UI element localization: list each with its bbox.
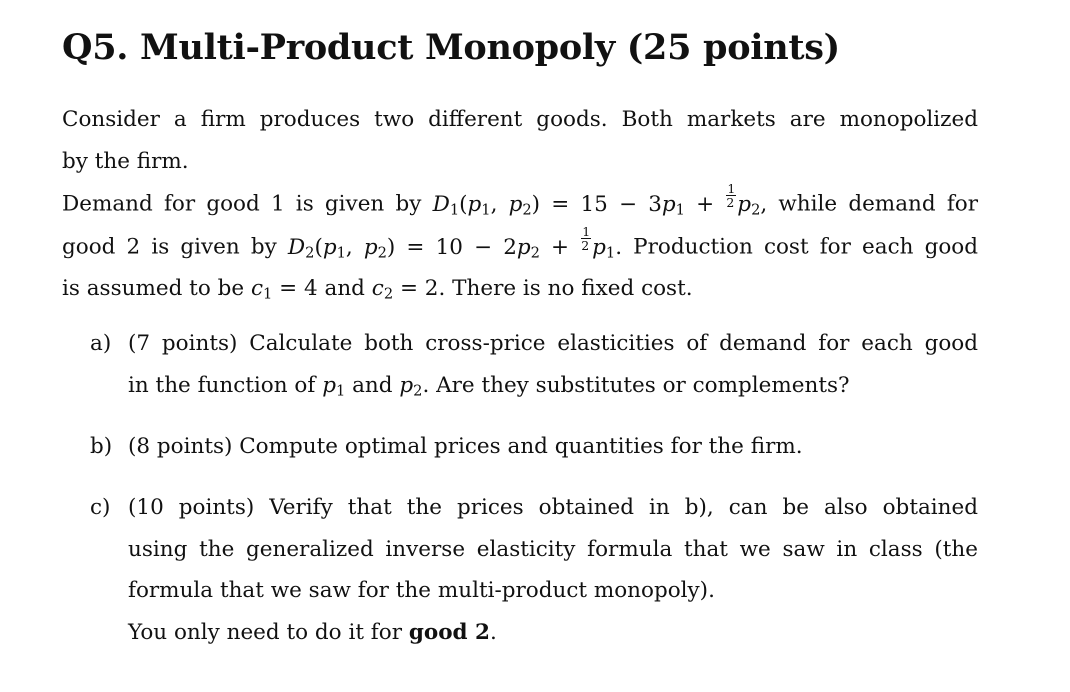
sub-question-c: c) (10 points) Verify that the prices obtained in b), can be also obtained using the generalized inverse elasticity formula that we saw in class (the formula that we saw for the multi-product monopoly). You only need to do it for good 2. (90, 487, 978, 653)
cost1-formula: $c_1 = 4$ (250, 276, 318, 303)
demand2-formula: $D_2(p_1$, $p_2) = 10 - 2p_2$ + $\frac{1}{2}$ $p_1$. (287, 224, 623, 262)
sub-question-label: a) (90, 331, 112, 356)
question-title: Q5. Multi-Product Monopoly (25 points) (62, 27, 840, 68)
sub-question-label: b) (90, 434, 113, 459)
cost2-formula: $c_2 = 2$. (371, 276, 446, 303)
demand1-mid: while demand for (778, 191, 978, 217)
emphasis-good-2: good 2 (408, 619, 491, 645)
demand1-prefix: Demand for good 1 is given by (62, 191, 422, 217)
intro-line-2: by the firm. (62, 148, 189, 174)
cost-line: is assumed to be $c_1 = 4$ and $c_2 = 2$. There is no fixed cost. (62, 276, 693, 303)
intro-line-1: Consider a firm produces two different goods. Both markets are monopolized (62, 107, 978, 132)
demand2-suffix: Production cost for each good (633, 234, 978, 260)
sub-question-label: c) (90, 495, 111, 520)
fraction-one-half: $\frac{1}{2}$ (581, 224, 591, 254)
sub-question-a: a) (7 points) Calculate both cross-price elasticities of demand for each good in the function of $p_1$ and $p_2$. Are they substitutes or complements? (90, 323, 978, 406)
demand2-prefix: good 2 is given by (62, 234, 277, 260)
demand1-formula: $D_1(p_1$, $p_2) = 15 - 3p_1$ + $\frac{1}{2}$ $p_2$, (432, 181, 768, 219)
sub-question-b: b) (8 points) Compute optimal prices and quantities for the firm. (90, 426, 978, 468)
fraction-one-half: $\frac{1}{2}$ (726, 181, 736, 211)
